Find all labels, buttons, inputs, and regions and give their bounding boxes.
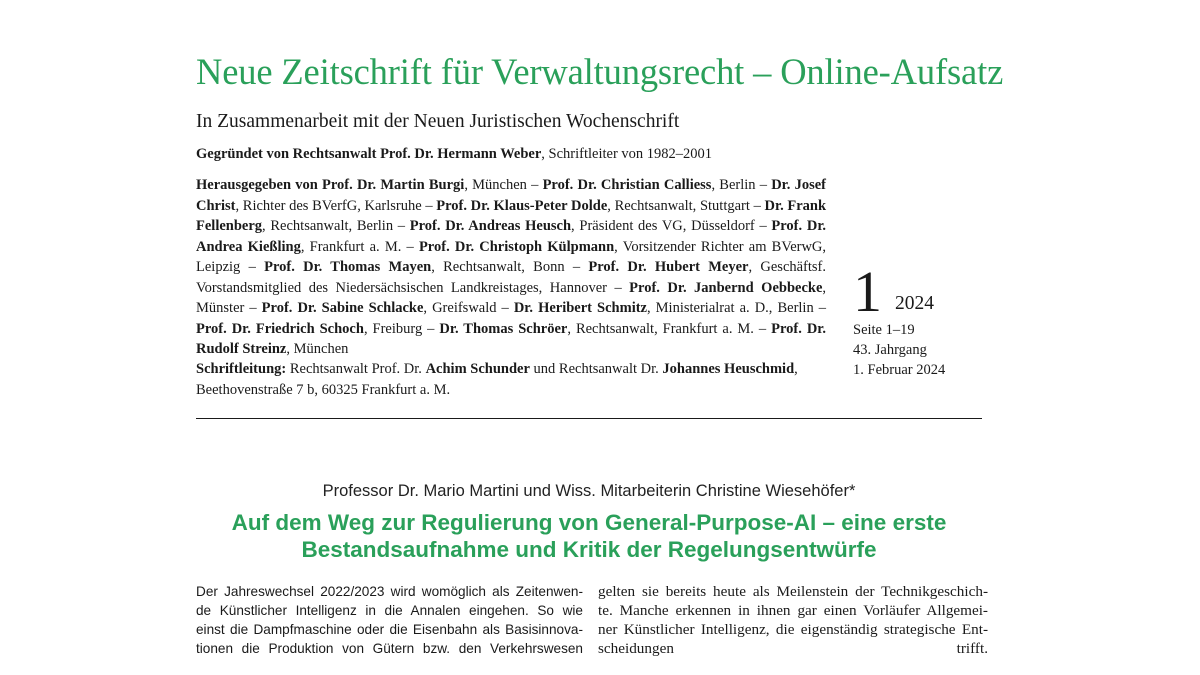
- issue-pages: Seite 1–19: [853, 322, 915, 338]
- body-line: einst die Dampfmaschine oder die Eisenbahn als Basisinnova-: [196, 622, 583, 637]
- editorial-address: Beethovenstraße 7 b, 60325 Frankfurt a. M.: [196, 382, 451, 398]
- publisher-role: Rechtsanwalt, Stuttgart: [614, 197, 750, 214]
- publisher-name: Prof. Dr. Janbernd Oebbecke: [629, 279, 823, 296]
- publisher-role: Ministerialrat a. D., Berlin: [655, 300, 814, 316]
- body-column-right: [598, 582, 988, 658]
- editor-name: Johannes Heuschmid: [662, 361, 795, 377]
- publisher-name: Dr. Josef Christ: [196, 177, 826, 214]
- publisher-name: Prof. Dr. Hubert Meyer: [588, 259, 749, 275]
- publishers-list: Herausgegeben von Prof. Dr. Martin Burgi, München – Prof. Dr. Christian Calliess, Berlin – Dr. Josef Christ, Richter des BVerfG, Karlsruhe – Prof. Dr. Klaus-Peter Dolde, Rechtsanwalt, Stuttgart – Dr. Frank Fellenberg, Rechtsanwalt, Berlin – Prof. Dr. Andreas Heusch, Präsident des VG, Düsseldorf – Prof. Dr. Andrea Kießling, Frankfurt a. M. – Prof. Dr. Christoph Külpmann, Vorsitzender Richter am BVerwG, Leipzig – Prof. Dr. Thomas Mayen, Rechtsanwalt, Bonn – Prof. Dr. Hubert Meyer, Geschäftsf. Vorstandsmitglied des Niedersächsischen Landkreistages, Hannover – Prof. Dr. Janbernd Oebbecke, Münster – Prof. Dr. Sabine Schlacke, Greifswald – Dr. Heribert Schmitz, Ministerialrat a. D., Berlin – Prof. Dr. Friedrich Schoch, Freiburg – Dr. Thomas Schröer, Rechtsanwalt, Frankfurt a. M. – Prof. Dr. Rudolf Streinz, München: [196, 177, 827, 357]
- body-line: Der Jahreswechsel 2022/2023 wird womöglich als Zeitenwen-: [196, 584, 583, 599]
- publisher-name: Prof. Dr. Martin Burgi: [322, 177, 465, 193]
- publisher-role: München: [472, 177, 527, 193]
- founder-name: Gegründet von Rechtsanwalt Prof. Dr. Hermann Weber: [196, 146, 542, 162]
- body-line: gelten sie bereits heute als Meilenstein der Technikgeschich-: [598, 583, 988, 600]
- publisher-name: Prof. Dr. Andreas Heusch: [409, 218, 572, 234]
- article-title-line: Bestandsaufnahme und Kritik der Regelungsentwürfe: [301, 537, 877, 562]
- editorial-text: und Rechtsanwalt Dr.: [529, 361, 663, 377]
- body-line: scheidungen trifft.: [598, 640, 988, 657]
- body-line: ner Künstlicher Intelligenz, die eigenständig strategische Ent-: [598, 621, 988, 638]
- editorial-text: Rechtsanwalt Prof. Dr.: [286, 361, 426, 377]
- body-line: tionen die Produktion von Gütern bzw. den Verkehrswesen: [196, 641, 583, 656]
- founder-suffix: , Schriftleiter von 1982–2001: [541, 146, 713, 162]
- publisher-role: Vorsitzender Richter am BVerwG, Leipzig: [196, 238, 827, 275]
- body-line: de Künstlicher Intelligenz in die Annalen eingehen. So wie: [196, 603, 583, 618]
- article-title-line: Auf dem Weg zur Regulierung von General-Purpose-AI – eine erste: [231, 510, 947, 535]
- body-line: te. Manche erkennen in ihnen gar einen Vorläufer Allgemei-: [598, 602, 988, 619]
- publisher-role: Rechtsanwalt, Berlin: [270, 218, 394, 234]
- article-title: [196, 509, 982, 563]
- publisher-name: Prof. Dr. Thomas Mayen: [264, 259, 432, 275]
- publisher-name: Prof. Dr. Friedrich Schoch: [196, 320, 364, 337]
- publisher-role: Rechtsanwalt, Bonn: [443, 259, 565, 275]
- issue-date: 1. Februar 2024: [853, 362, 946, 378]
- publisher-role: Freiburg: [372, 320, 423, 337]
- header-divider: [196, 418, 982, 419]
- publisher-role: Geschäftsf. Vorstandsmitglied des Niedersächsischen Landkreistages, Hannover: [196, 259, 827, 296]
- cooperation-note: In Zusammenarbeit mit der Neuen Juristischen Wochenschrift: [196, 111, 680, 132]
- issue-volume: 43. Jahrgang: [853, 342, 927, 358]
- publisher-name: Dr. Frank Fellenberg: [196, 197, 827, 234]
- publisher-role: Greifswald: [432, 300, 497, 316]
- editorial-text: ,: [794, 361, 798, 377]
- editor-name: Achim Schunder: [425, 361, 530, 377]
- article-authors: Professor Dr. Mario Martini und Wiss. Mitarbeiterin Christine Wiesehöfer*: [322, 482, 856, 500]
- publisher-role: Präsident des VG, Düsseldorf: [579, 218, 755, 234]
- editorial-label: Schriftleitung:: [196, 361, 287, 377]
- publisher-name: Prof. Dr. Rudolf Streinz: [196, 320, 827, 357]
- publisher-name: Dr. Heribert Schmitz: [513, 300, 647, 316]
- issue-meta: [853, 320, 945, 380]
- issue-year: 2024: [895, 293, 934, 314]
- founder-line: [196, 146, 712, 163]
- publisher-name: Prof. Dr. Christian Calliess: [542, 177, 712, 193]
- publisher-name: Dr. Thomas Schröer: [439, 320, 568, 337]
- publisher-role: Berlin: [719, 177, 756, 193]
- publisher-name: Prof. Dr. Sabine Schlacke: [261, 300, 424, 316]
- publishers-intro: Herausgegeben von: [196, 177, 318, 193]
- publisher-role: Münster: [196, 300, 245, 316]
- publisher-role: Rechtsanwalt, Frankfurt a. M.: [575, 320, 754, 337]
- publisher-name: Prof. Dr. Klaus-Peter Dolde: [436, 197, 608, 214]
- publisher-role: München: [293, 341, 349, 357]
- issue-number: 1: [853, 259, 882, 324]
- publisher-name: Prof. Dr. Christoph Külpmann: [418, 238, 615, 255]
- journal-title: Neue Zeitschrift für Verwaltungsrecht – Online-Aufsatz: [196, 51, 1004, 92]
- article-body: [196, 582, 996, 657]
- editorial-board: [196, 359, 826, 401]
- publisher-role: Richter des BVerfG, Karlsruhe: [242, 197, 422, 214]
- body-column-left: [196, 582, 583, 658]
- publisher-name: Prof. Dr. Andrea Kießling: [196, 218, 827, 255]
- publisher-role: Frankfurt a. M.: [309, 238, 402, 255]
